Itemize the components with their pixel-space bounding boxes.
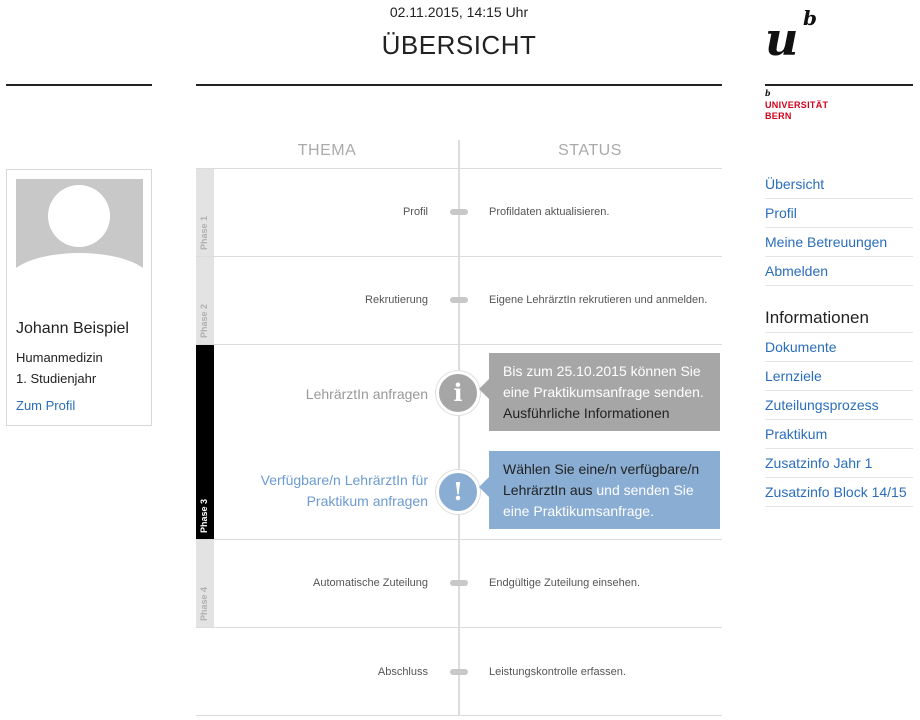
logo-wordmark <box>765 100 828 122</box>
info-icon: i <box>436 371 480 415</box>
status-text: Leistungskontrolle erfassen. <box>489 666 626 678</box>
row-divider <box>196 168 722 169</box>
phase-label: Phase 2 <box>199 303 209 338</box>
column-header-topic: THEMA <box>297 142 357 159</box>
profile-card <box>6 169 152 426</box>
row-divider <box>196 344 722 345</box>
avatar-placeholder-icon <box>16 179 143 271</box>
details-link[interactable]: Ausführliche Informationen <box>503 405 670 421</box>
logo-letter: u <box>765 12 799 66</box>
logo-wordmark-line1: UNIVERSITÄT <box>765 100 829 110</box>
nav-heading-information: Informationen <box>765 304 913 333</box>
logo-small-b: b <box>765 88 771 98</box>
profile-name: Johann Beispiel <box>16 320 129 337</box>
topic-label: Profil <box>402 206 428 218</box>
status-text: Endgültige Zuteilung einsehen. <box>489 577 641 589</box>
nav-item-extra-info-year1[interactable]: Zusatzinfo Jahr 1 <box>765 449 913 478</box>
profile-link[interactable]: Zum Profil <box>16 398 76 413</box>
row-divider <box>196 256 722 257</box>
status-dot <box>450 669 468 675</box>
divider-left <box>6 84 152 86</box>
logo-wordmark-line2: BERN <box>765 111 792 121</box>
divider-right <box>765 84 913 86</box>
nav-item-allocation-process[interactable]: Zuteilungsprozess <box>765 391 913 420</box>
nav-item-profile[interactable]: Profil <box>765 199 913 228</box>
overview-table <box>196 140 722 716</box>
topic-label: Rekrutierung <box>365 294 428 306</box>
status-dot <box>450 297 468 303</box>
phase-marker <box>196 169 214 256</box>
action-box-text: und senden Sie eine Praktikumsanfrage. <box>503 482 694 519</box>
phase-label: Phase 4 <box>199 586 209 621</box>
status-dot <box>450 580 468 586</box>
nav-item-logout[interactable]: Abmelden <box>765 257 913 286</box>
row-divider <box>196 627 722 628</box>
info-box <box>489 353 720 431</box>
select-doctor-link[interactable]: Wählen Sie eine/n verfügbare/n LehrärztIn aus <box>503 461 700 498</box>
nav-item-overview[interactable]: Übersicht <box>765 170 913 199</box>
timeline-line <box>458 140 460 716</box>
status-text: Eigene LehrärztIn rekrutieren und anmelden. <box>489 294 708 306</box>
phase-marker <box>196 257 214 344</box>
topic-link-request[interactable]: Verfügbare/n LehrärztIn für Praktikum anfragen <box>260 472 428 509</box>
page-title: ÜBERSICHT <box>381 30 537 60</box>
action-box <box>489 451 720 529</box>
phase-marker <box>196 540 214 627</box>
right-nav <box>765 170 913 507</box>
datetime: 02.11.2015, 14:15 Uhr <box>389 4 529 20</box>
status-text: Profildaten aktualisieren. <box>489 206 610 218</box>
nav-item-extra-info-block[interactable]: Zusatzinfo Block 14/15 <box>765 478 913 507</box>
profile-program: Humanmedizin <box>16 350 103 365</box>
phase-marker-active <box>196 345 214 539</box>
column-header-status: STATUS <box>558 142 622 159</box>
status-dot <box>450 209 468 215</box>
row-divider <box>196 539 722 540</box>
divider-center <box>196 84 722 86</box>
info-box-text: Bis zum 25.10.2015 können Sie eine Praktikumsanfrage senden. <box>503 363 704 400</box>
phase-label: Phase 1 <box>199 215 209 250</box>
topic-label: Abschluss <box>377 666 428 678</box>
logo-superscript: b <box>803 6 817 30</box>
phase-label: Phase 3 <box>199 498 209 533</box>
profile-year: 1. Studienjahr <box>16 371 97 386</box>
nav-item-internship[interactable]: Praktikum <box>765 420 913 449</box>
nav-item-documents[interactable]: Dokumente <box>765 333 913 362</box>
nav-item-learning-goals[interactable]: Lernziele <box>765 362 913 391</box>
row-divider <box>196 715 722 716</box>
topic-label: LehrärztIn anfragen <box>305 386 428 402</box>
topic-label: Automatische Zuteilung <box>313 577 428 589</box>
exclamation-icon: ! <box>436 470 480 514</box>
nav-item-supervisions[interactable]: Meine Betreuungen <box>765 228 913 257</box>
